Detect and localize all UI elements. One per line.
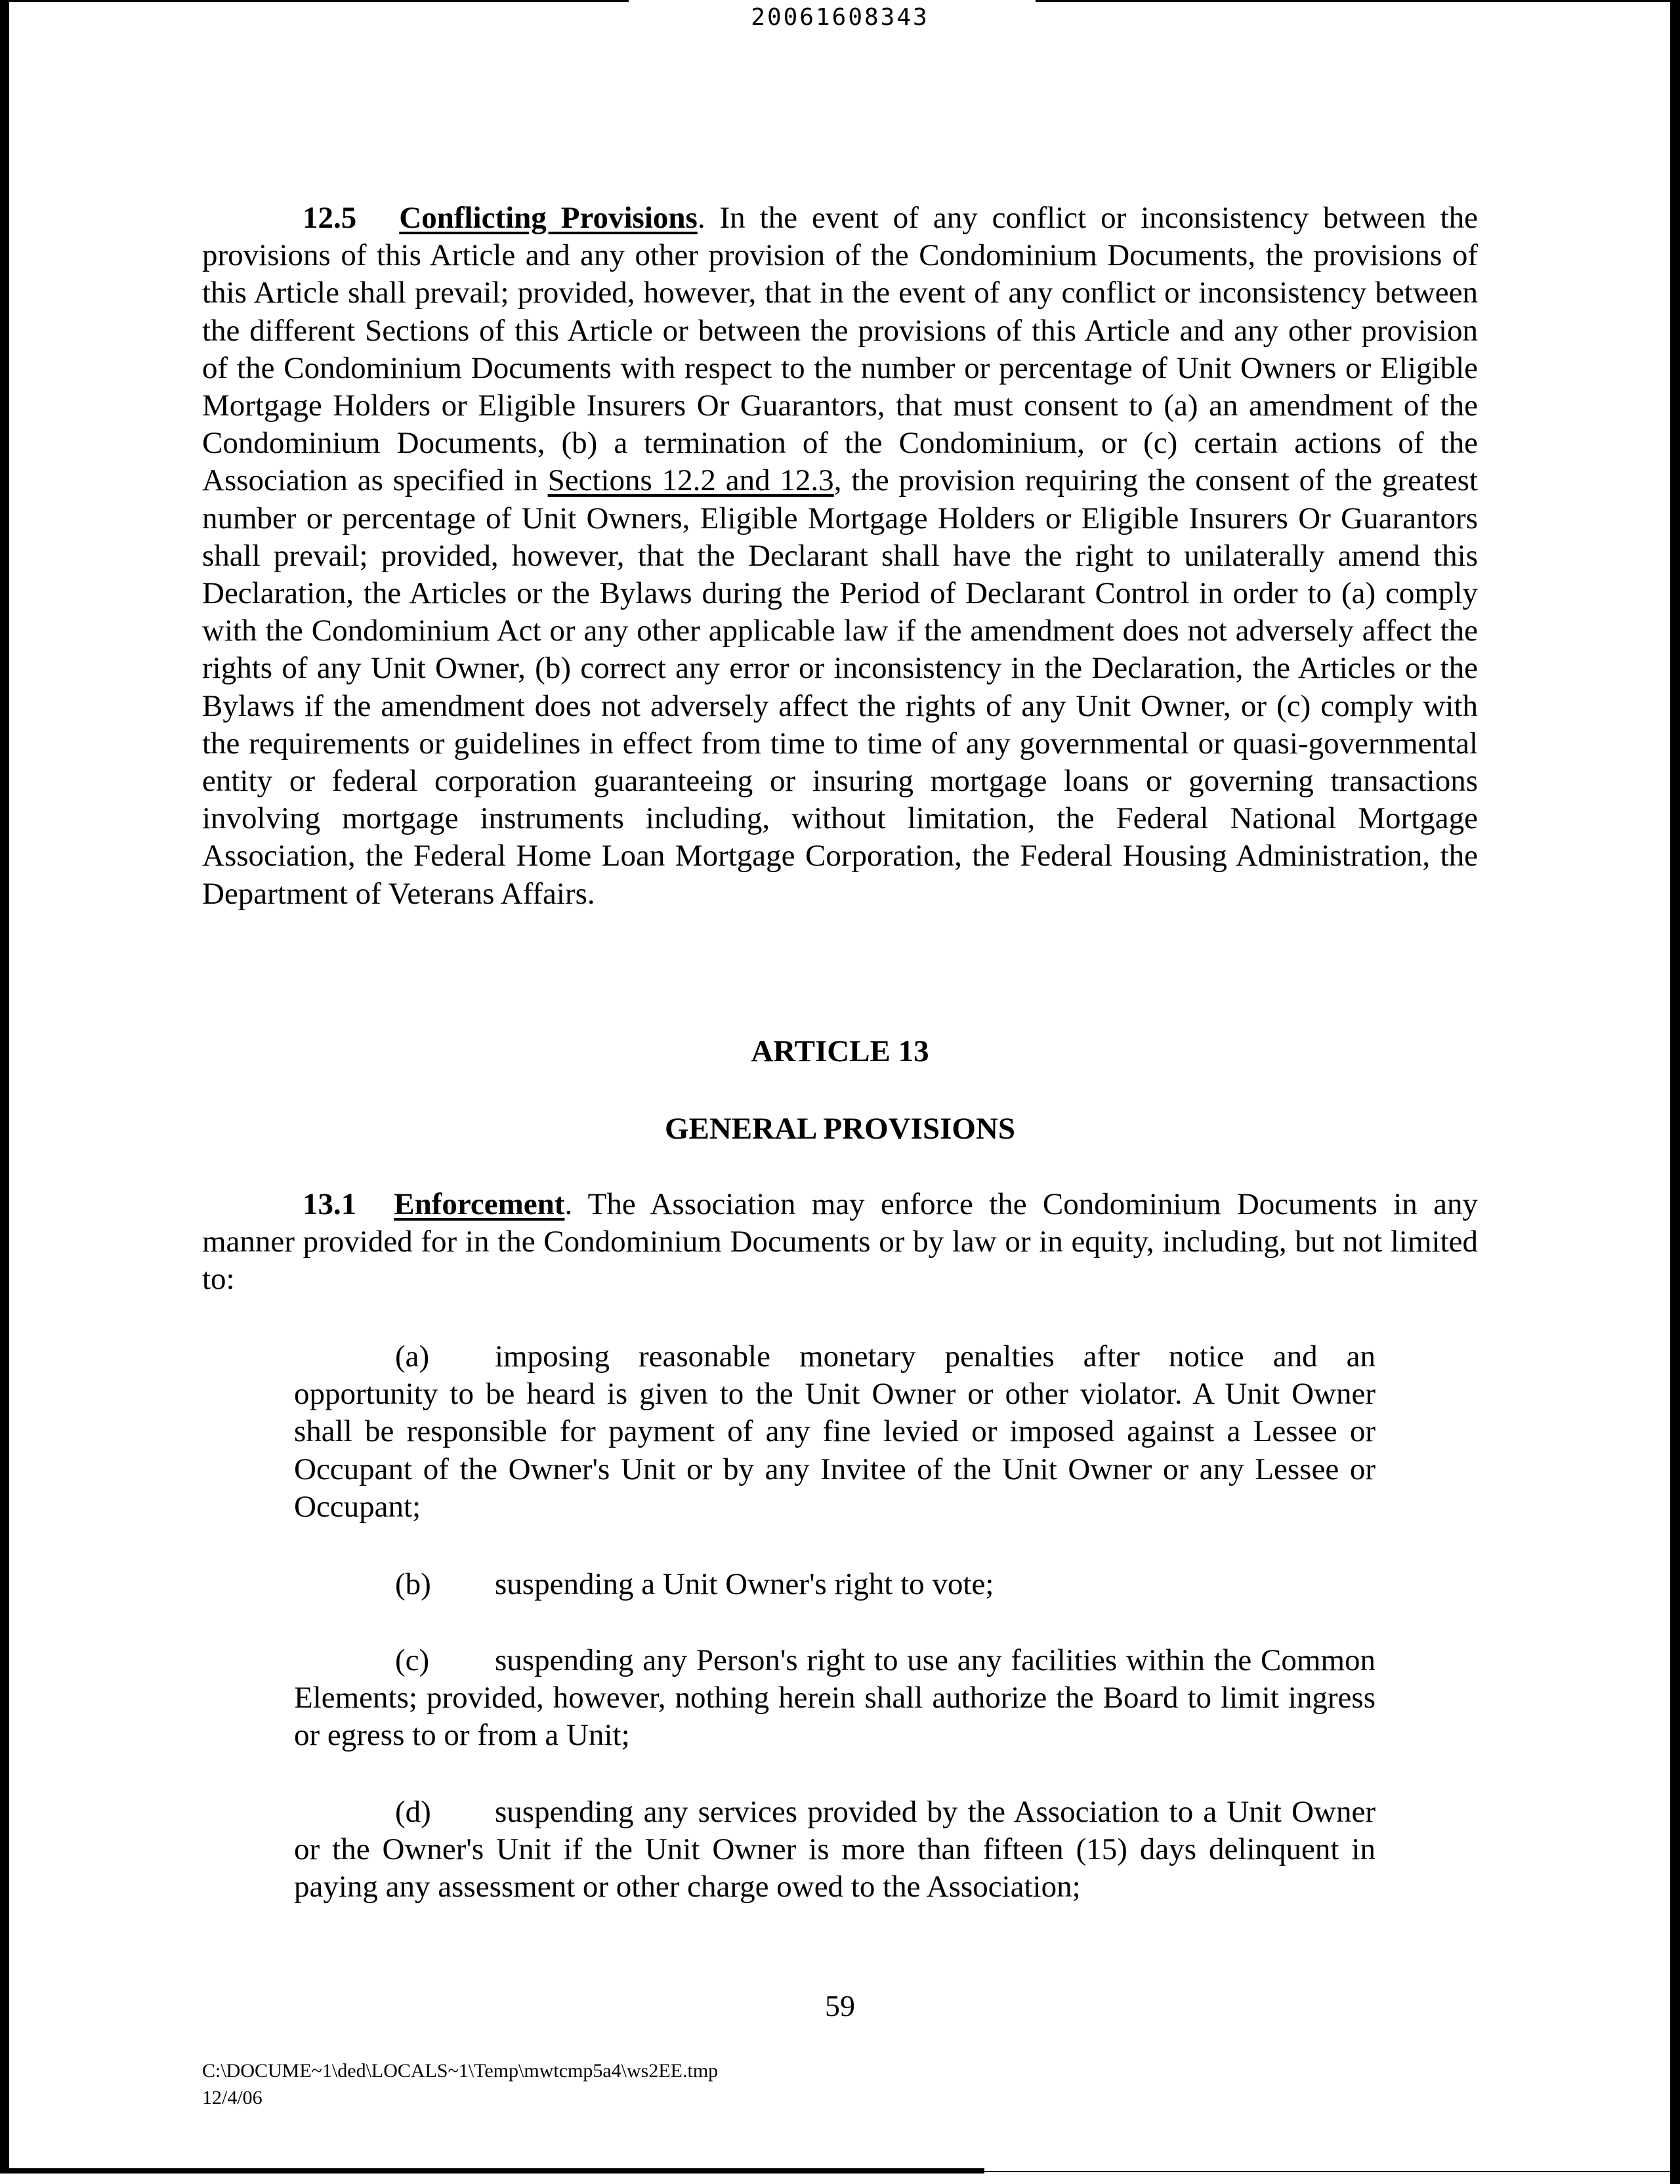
- scan-border-right: [1670, 0, 1680, 2184]
- section-body: . In the event of any conflict or inconsistency between the provisions of this Article and any other provision of the Condominium Documents, the provisions of this Article shall prevail; provided, however, that in the event of any conflict or inconsistency between the different Sections of this Article or between the provisions of this Article and any other provision of the Condominium Documents with respect to the number or percentage of Unit Owners or Eligible Mortgage Holders or Eligible Insurers Or Guarantors, that must consent to (a) an amendment of the Condominium Documents, (b) a termination of the Condominium, or (c) certain actions of the Association as specified in: [202, 201, 1478, 498]
- section-12-5: [202, 200, 1478, 913]
- item-label: (a): [395, 1339, 430, 1374]
- list-item: [294, 1794, 1376, 1906]
- scan-border-top-right: [1036, 0, 1680, 2]
- item-text: imposing reasonable monetary penalties after notice and an opportunity to be heard is given to the Unit Owner or other violator. A Unit Owner shall be responsible for payment of any fine levied or imposed against a Lessee or Occupant of the Owner's Unit or by any Invitee of the Unit Owner or any Lessee or Occupant;: [294, 1339, 1376, 1524]
- document-number: 20061608343: [751, 4, 929, 31]
- section-body-continued: , the provision requiring the consent of the greatest number or percentage of Unit Owners, Eligible Mortgage Holders or Eligible Insurers Or Guarantors shall prevail; provided, however, that the Declarant shall have the right to unilaterally amend this Declaration, the Articles or the Bylaws during the Period of Declarant Control in order to (a) comply with the Condominium Act or any other applicable law if the amendment does not adversely affect the rights of any Unit Owner, (b) correct any error or inconsistency in the Declaration, the Articles or the Bylaws if the amendment does not adversely affect the rights of any Unit Owner, or (c) comply with the requirements or guidelines in effect from time to time of any governmental or quasi-governmental entity or federal corporation guaranteeing or insuring mortgage loans or governing transactions involving mortgage instruments including, without limitation, the Federal National Mortgage Association, the Federal Home Loan Mortgage Corporation, the Federal Housing Administration, the Department of Veterans Affairs.: [202, 463, 1478, 911]
- item-text: suspending a Unit Owner's right to vote;: [495, 1567, 994, 1601]
- scan-border-bottom: [0, 2168, 984, 2174]
- item-label: (b): [395, 1567, 431, 1601]
- item-text: suspending any Person's right to use any facilities within the Common Elements; provided, however, nothing herein shall authorize the Board to limit ingress or egress to or from a Unit;: [294, 1643, 1376, 1753]
- list-item: [294, 1338, 1376, 1526]
- scan-border-top-left: [0, 0, 629, 2]
- scan-border-left: [0, 0, 9, 2174]
- article-number: ARTICLE 13: [751, 1034, 929, 1068]
- list-item: [294, 1642, 1376, 1755]
- item-label: (c): [395, 1643, 430, 1677]
- item-label: (d): [395, 1795, 431, 1829]
- page-number: 59: [825, 1989, 855, 2023]
- section-number: 12.5: [303, 201, 357, 235]
- section-reference: Sections 12.2 and 12.3: [547, 463, 834, 498]
- scan-border-bottom-tail: [984, 2171, 1670, 2172]
- section-13-1: [202, 1186, 1478, 1299]
- section-title: Enforcement: [394, 1187, 565, 1221]
- item-text: suspending any services provided by the Association to a Unit Owner or the Owner's Unit if the Unit Owner is more than fifteen (15) days delinquent in paying any assessment or other charge owed to the Association;: [294, 1795, 1376, 1904]
- section-body: . The Association may enforce the Condominium Documents in any manner provided for in the Condominium Documents or by law or in equity, including, but not limited to:: [202, 1187, 1478, 1297]
- section-title: Conflicting Provisions: [399, 201, 698, 235]
- section-number: 13.1: [303, 1187, 357, 1221]
- list-item: [294, 1566, 1376, 1603]
- footer-date: 12/4/06: [202, 2087, 262, 2109]
- footer-file-path: C:\DOCUME~1\ded\LOCALS~1\Temp\mwtcmp5a4\ws2EE.tmp: [202, 2060, 719, 2082]
- article-title: GENERAL PROVISIONS: [664, 1112, 1016, 1146]
